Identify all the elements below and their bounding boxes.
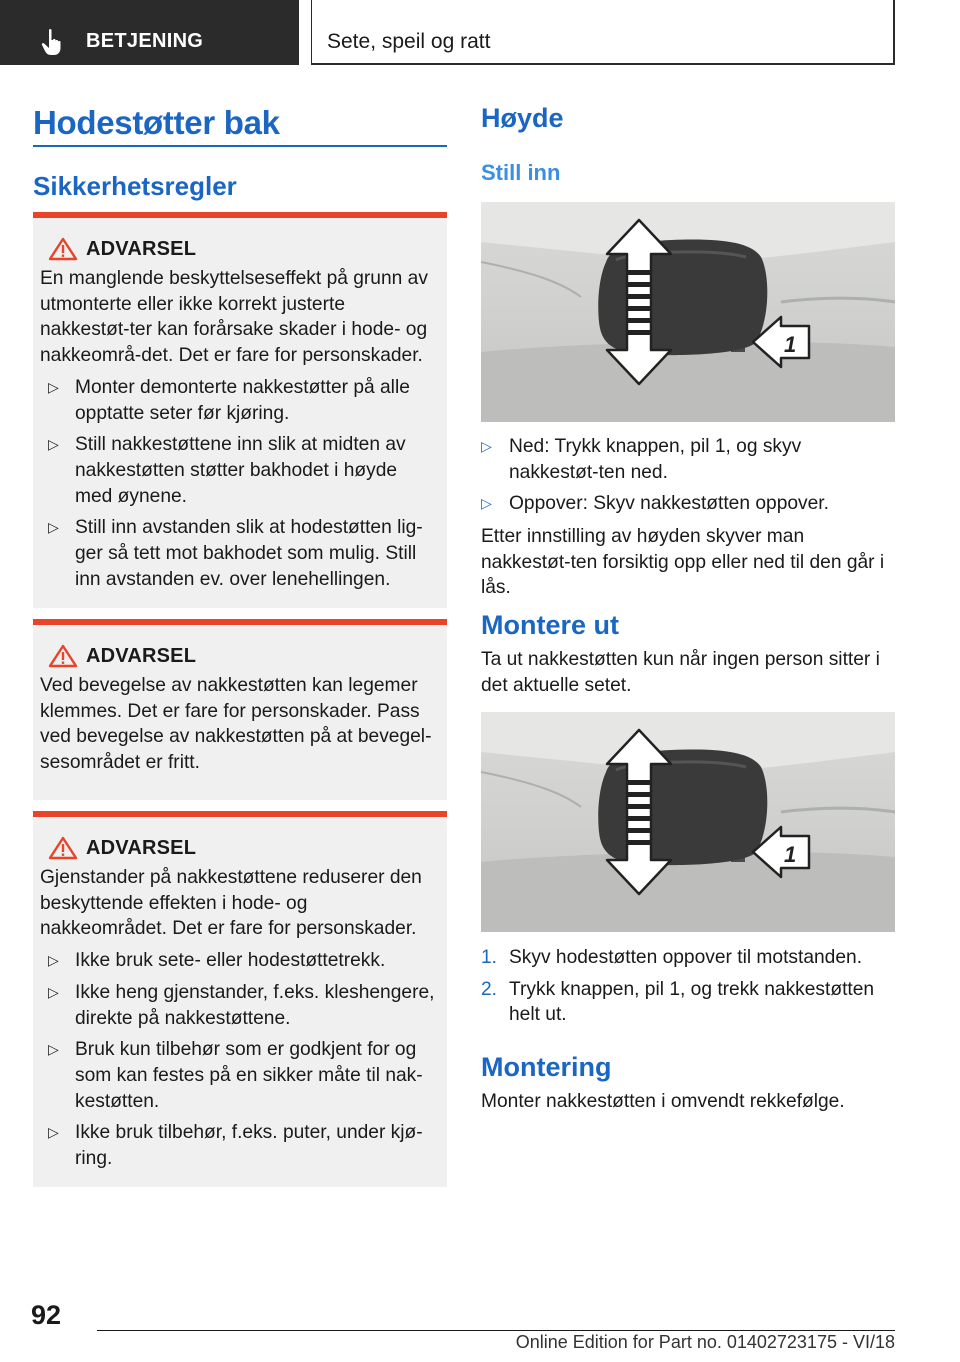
remove-steps xyxy=(481,945,895,1034)
section-title-remove: Montere ut xyxy=(481,610,619,640)
list-item: ▷ Ikke heng gjenstander, f.eks. kleshengere, direkte på nakkestøttene. xyxy=(40,980,439,1031)
warning-box-1 xyxy=(33,212,447,608)
page-number: 92 xyxy=(31,1300,62,1330)
warning-heading xyxy=(40,643,439,669)
list-item: ▷ Monter demonterte nakkestøtter på alle opptatte seter før kjøring. xyxy=(40,375,439,426)
page-title: Hodestøtter bak xyxy=(33,104,280,141)
mount-text: Monter nakkestøtten i omvendt rekkefølge. xyxy=(481,1091,845,1112)
warning-list xyxy=(40,948,439,1172)
callout-number: 1 xyxy=(784,332,797,357)
warning-triangle-icon xyxy=(48,237,78,261)
header-chapter-label: Sete, speil og ratt xyxy=(327,30,491,53)
subsection-title-adjust: Still inn xyxy=(481,160,561,185)
warning-heading xyxy=(40,835,439,861)
step-text: Trykk knappen, pil 1, og trekk nakkestøtten helt ut. xyxy=(509,978,875,1026)
list-item: ▷ Ned: Trykk knappen, pil 1, og skyv nakkestøt-ten ned. xyxy=(481,434,895,485)
header-section-tab xyxy=(0,0,299,65)
list-item xyxy=(481,945,895,971)
callout-number: 1 xyxy=(784,842,797,867)
step-text: Skyv hodestøtten oppover til motstanden. xyxy=(509,947,863,968)
section-title-mount: Montering xyxy=(481,1052,612,1082)
footer-rule xyxy=(97,1330,895,1331)
warning-label: ADVARSEL xyxy=(86,836,197,859)
list-item: ▷ Oppover: Skyv nakkestøtten oppover. xyxy=(481,491,895,517)
remove-intro: Ta ut nakkestøtten kun når ingen person sitter i det aktuelle setet. xyxy=(481,649,880,696)
warning-heading xyxy=(40,236,439,262)
warning-list xyxy=(40,375,439,593)
section-title-safety: Sikkerhetsregler xyxy=(33,171,237,201)
warning-label: ADVARSEL xyxy=(86,237,197,260)
warning-triangle-icon xyxy=(48,836,78,860)
list-item: ▷ Ikke bruk tilbehør, f.eks. puter, under kjø-ring. xyxy=(40,1120,439,1171)
list-item: ▷ Ikke bruk sete- eller hodestøttetrekk. xyxy=(40,948,439,974)
warning-box-2 xyxy=(33,619,447,800)
adjust-note: Etter innstilling av høyden skyver man nakkestøt-ten forsiktig opp eller ned til den går i lås. xyxy=(481,526,885,599)
step-number: 2. xyxy=(481,978,498,1000)
header-chapter-tab xyxy=(311,0,895,65)
footer-edition: Online Edition for Part no. 01402723175 - VI/18 xyxy=(515,1332,895,1352)
list-item xyxy=(481,977,895,1028)
warning-text: En manglende beskyttelseseffekt på grunn av utmonterte eller ikke korrekt justerte nakkestøt-ter kan forårsake skader i hode- og nakkeområ-det. Det er fare for personskader. xyxy=(40,268,428,367)
headrest-adjust-image xyxy=(481,202,895,422)
list-item: ▷ Still inn avstanden slik at hodestøtten lig-ger så tett mot bakhodet som mulig. Still inn avstanden ev. over lenehellingen. xyxy=(40,515,439,592)
hand-pointer-icon xyxy=(40,28,66,56)
step-number: 1. xyxy=(481,947,498,968)
headrest-illustration xyxy=(481,202,895,422)
adjust-list xyxy=(481,434,895,523)
section-title-height: Høyde xyxy=(481,103,564,133)
title-rule xyxy=(33,145,447,147)
list-item: ▷ Bruk kun tilbehør som er godkjent for og som kan festes på en sikker måte til nak-kestøtten. xyxy=(40,1037,439,1114)
warning-label: ADVARSEL xyxy=(86,644,197,667)
list-item: ▷ Still nakkestøttene inn slik at midten av nakkestøtten støtter bakhodet i høyde med øynene. xyxy=(40,432,439,509)
warning-text: Ved bevegelse av nakkestøtten kan legemer klemmes. Det er fare for personskader. Pass ved bevegelse av nakkestøtten på at bevegel-sesområdet er fritt. xyxy=(40,675,432,774)
headrest-remove-image xyxy=(481,712,895,932)
warning-triangle-icon xyxy=(48,644,78,668)
warning-text: Gjenstander på nakkestøttene reduserer den beskyttende effekten i hode- og nakkeområdet. Det er fare for personskader. xyxy=(40,867,422,940)
warning-box-3 xyxy=(33,811,447,1187)
headrest-illustration xyxy=(481,712,895,932)
header-section-label: BETJENING xyxy=(86,30,204,52)
